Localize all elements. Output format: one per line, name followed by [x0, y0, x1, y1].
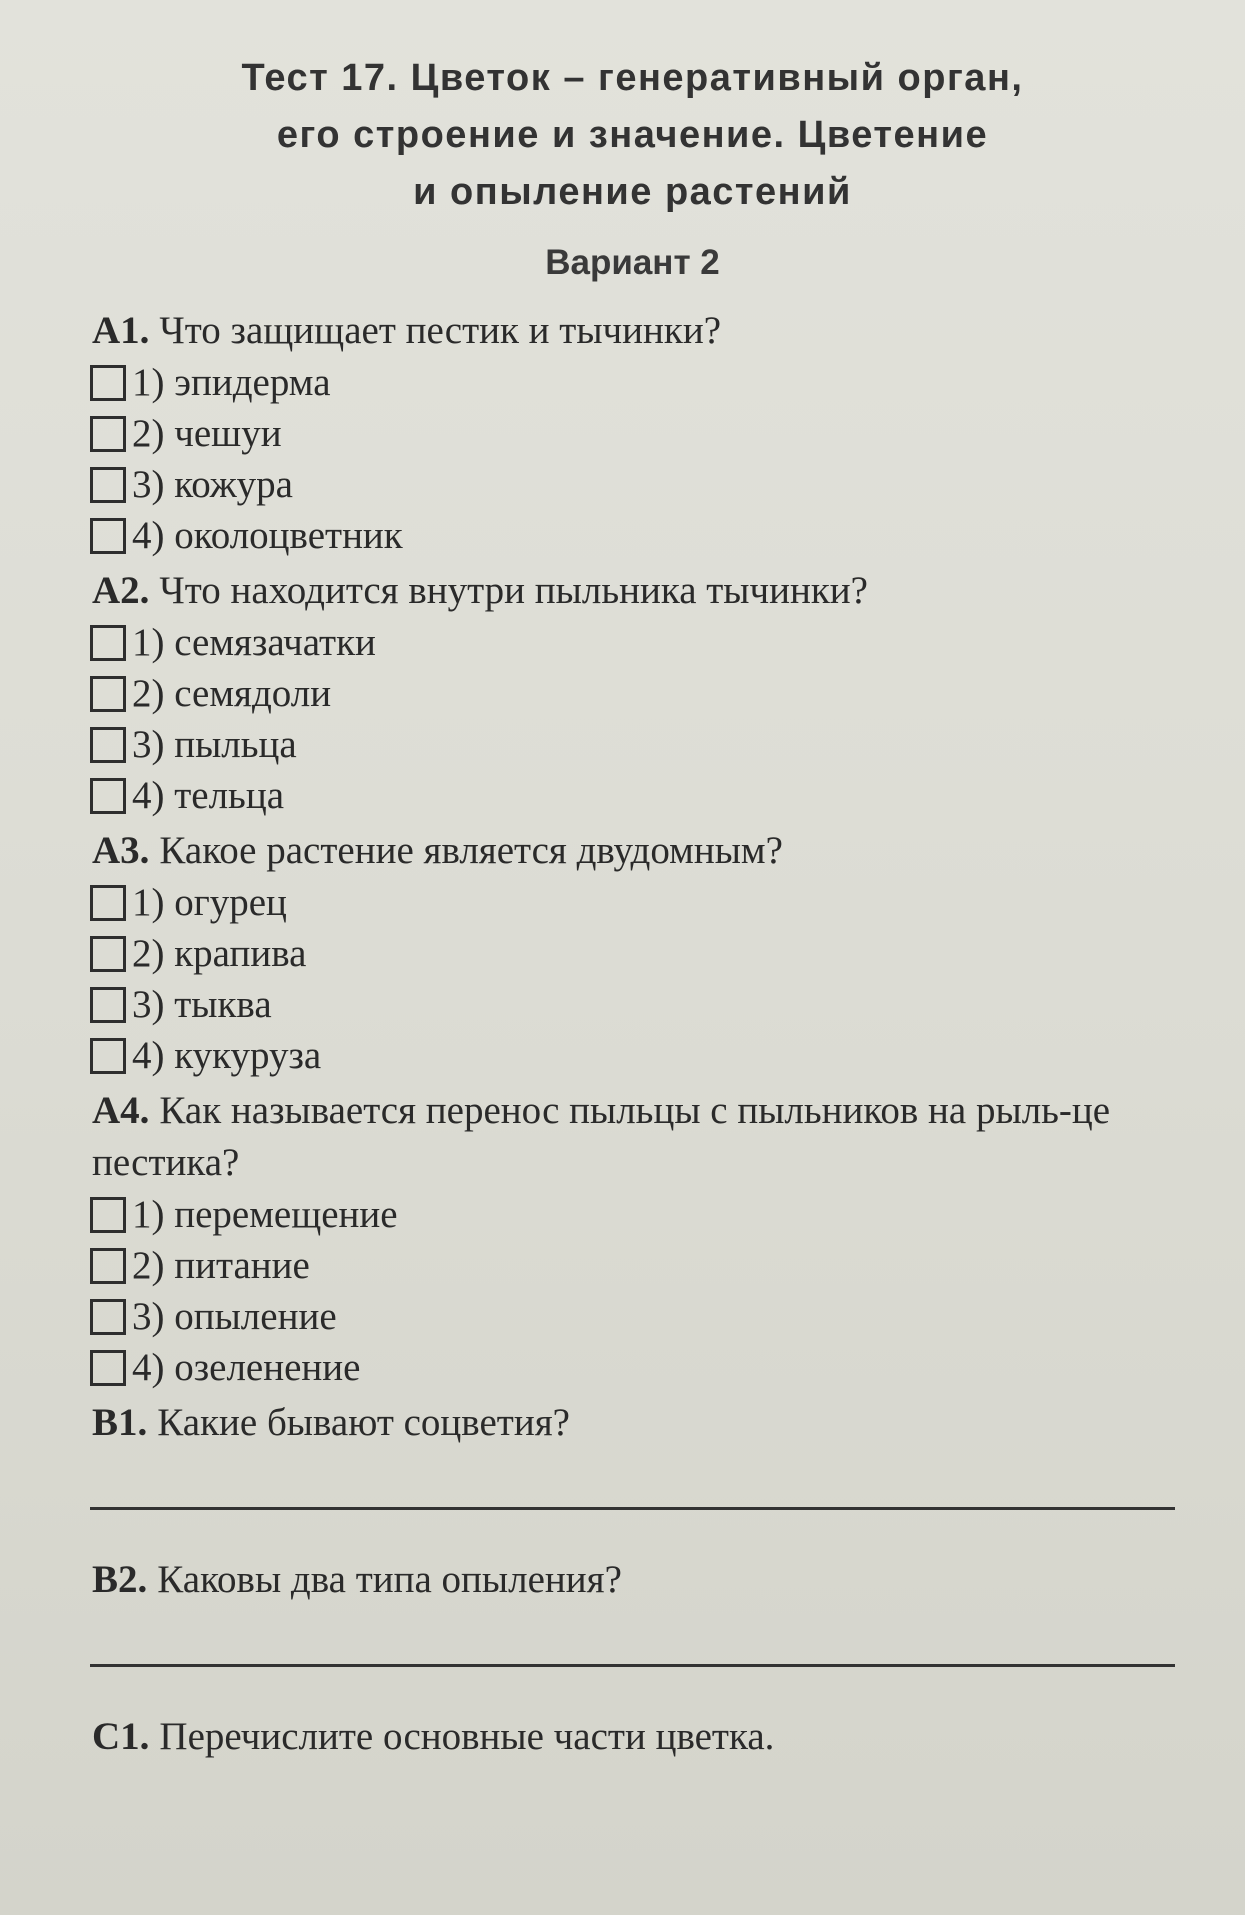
option-item[interactable]	[90, 877, 1175, 928]
option-item[interactable]	[90, 1240, 1175, 1291]
option-label: 2) крапива	[132, 932, 307, 975]
question-a4	[90, 1085, 1175, 1393]
question-number: B2.	[92, 1558, 148, 1601]
answer-line[interactable]	[90, 1664, 1175, 1667]
question-c1	[90, 1711, 1175, 1763]
checkbox[interactable]	[90, 1248, 126, 1284]
question-text: Какие бывают соцветия?	[157, 1401, 570, 1444]
option-label: 3) опыление	[132, 1295, 337, 1338]
option-item[interactable]	[90, 979, 1175, 1030]
option-item[interactable]	[90, 459, 1175, 510]
option-item[interactable]	[90, 1291, 1175, 1342]
checkbox[interactable]	[90, 518, 126, 554]
question-a1	[90, 305, 1175, 561]
checkbox[interactable]	[90, 625, 126, 661]
checkbox[interactable]	[90, 987, 126, 1023]
option-label: 1) семязачатки	[132, 621, 376, 664]
option-label: 4) тельца	[132, 774, 285, 817]
option-item[interactable]	[90, 357, 1175, 408]
question-text: Каковы два типа опыления?	[157, 1558, 622, 1601]
option-label: 1) эпидерма	[132, 361, 331, 404]
checkbox[interactable]	[90, 1197, 126, 1233]
question-text: Что защищает пестик и тычинки?	[159, 309, 722, 352]
title-line: и опыление растений	[413, 171, 852, 213]
option-label: 1) огурец	[132, 881, 287, 924]
title-line: его строение и значение. Цветение	[276, 114, 989, 156]
option-item[interactable]	[90, 668, 1175, 719]
checkbox[interactable]	[90, 416, 126, 452]
option-item[interactable]	[90, 617, 1175, 668]
question-b2	[90, 1554, 1175, 1667]
checkbox[interactable]	[90, 1299, 126, 1335]
question-number: B1.	[92, 1401, 148, 1444]
option-label: 2) чешуи	[132, 412, 282, 455]
question-text: Какое растение является двудомным?	[159, 829, 783, 872]
option-label: 4) озеленение	[132, 1346, 361, 1389]
question-number: C1.	[92, 1715, 150, 1758]
question-text: Как называется перенос пыльцы с пыльников на рыль-це пестика?	[92, 1089, 1111, 1184]
option-label: 2) питание	[132, 1244, 310, 1287]
checkbox[interactable]	[90, 1038, 126, 1074]
checkbox[interactable]	[90, 727, 126, 763]
question-a2	[90, 565, 1175, 821]
option-label: 4) околоцветник	[132, 514, 403, 557]
option-label: 3) пыльца	[132, 723, 297, 766]
question-text: Что находится внутри пыльника тычинки?	[159, 569, 868, 612]
question-number: A4.	[92, 1089, 150, 1132]
checkbox[interactable]	[90, 467, 126, 503]
question-number: A3.	[92, 829, 150, 872]
option-item[interactable]	[90, 928, 1175, 979]
option-item[interactable]	[90, 408, 1175, 459]
option-item[interactable]	[90, 1189, 1175, 1240]
option-item[interactable]	[90, 510, 1175, 561]
option-label: 1) перемещение	[132, 1193, 398, 1236]
checkbox[interactable]	[90, 778, 126, 814]
question-a3	[90, 825, 1175, 1081]
option-item[interactable]	[90, 1342, 1175, 1393]
options-list	[90, 877, 1175, 1081]
checkbox[interactable]	[90, 365, 126, 401]
variant-label: Вариант 2	[545, 243, 720, 282]
title-line: Тест 17. Цветок – генеративный орган,	[241, 57, 1024, 99]
checkbox[interactable]	[90, 936, 126, 972]
option-item[interactable]	[90, 770, 1175, 821]
checkbox[interactable]	[90, 885, 126, 921]
checkbox[interactable]	[90, 676, 126, 712]
option-label: 3) тыква	[132, 983, 272, 1026]
options-list	[90, 617, 1175, 821]
question-text: Перечислите основные части цветка.	[159, 1715, 775, 1758]
answer-line[interactable]	[90, 1507, 1175, 1510]
option-label: 4) кукуруза	[132, 1034, 322, 1077]
option-label: 3) кожура	[132, 463, 293, 506]
options-list	[90, 357, 1175, 561]
options-list	[90, 1189, 1175, 1393]
option-item[interactable]	[90, 719, 1175, 770]
question-b1	[90, 1397, 1175, 1510]
test-title	[90, 50, 1175, 221]
question-number: A2.	[92, 569, 150, 612]
option-item[interactable]	[90, 1030, 1175, 1081]
option-label: 2) семядоли	[132, 672, 332, 715]
checkbox[interactable]	[90, 1350, 126, 1386]
question-number: A1.	[92, 309, 150, 352]
